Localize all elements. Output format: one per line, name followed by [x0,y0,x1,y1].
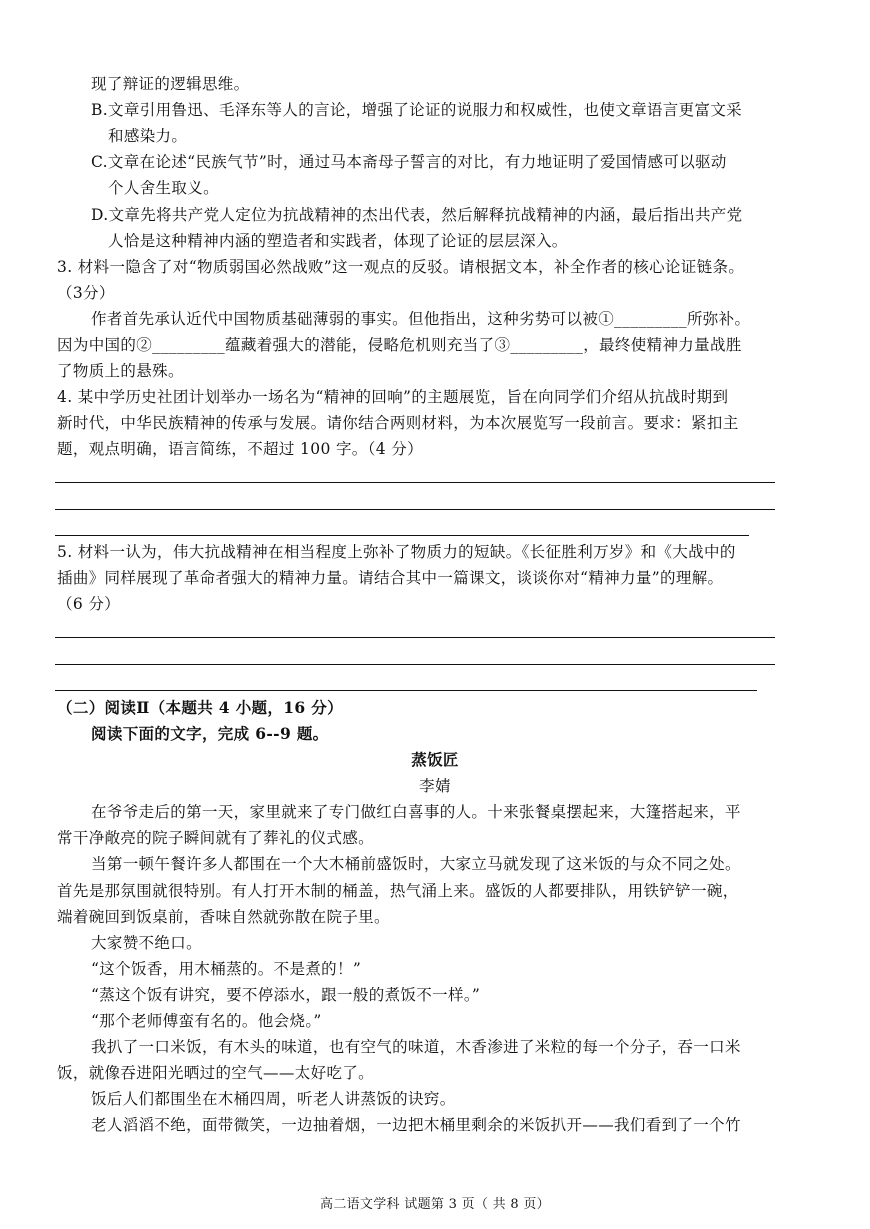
option-c-line1: C.文章在论述“民族气节”时，通过马本斋母子誓言的对比，有力地证明了爱国情感可以驱动 [91,153,727,171]
option-d-line1: D.文章先将共产党人定位为抗战精神的杰出代表，然后解释抗战精神的内涵，最后指出共产党 [91,206,743,224]
answer-line [55,664,775,665]
story-dialogue-line: “这个饭香，用木桶蒸的。不是煮的！” [91,960,362,978]
section-heading: （二）阅读Ⅱ（本题共 4 小题，16 分） [57,698,343,717]
page-footer: 高二语文学科 试题第 3 页（ 共 8 页） [320,1197,550,1212]
question-5-line2: 插曲》同样展现了革命者强大的精神力量。请结合其中一篇课文，谈谈你对“精神力量”的理解。 [57,569,724,587]
question-4-line3: 题，观点明确，语言简练，不超过 100 字。（4 分） [57,440,423,458]
question-4-line2: 新时代，中华民族精神的传承与发展。请你结合两则材料，为本次展览写一段前言。要求：紧扣主 [57,414,739,432]
story-paragraph-line: 我扒了一口米饭，有木头的味道，也有空气的味道，木香渗进了米粒的每一个分子，吞一口米 [91,1038,741,1056]
answer-line [55,690,757,691]
option-d-line2: 人恰是这种精神内涵的塑造者和实践者，体现了论证的层层深入。 [108,232,568,250]
question-5-points: （6 分） [57,595,121,613]
story-author: 李婧 [419,777,451,795]
story-paragraph-line: 首先是那氛围就很特别。有人打开木制的桶盖，热气涌上来。盛饭的人都要排队，用铁铲铲一碗， [57,882,739,900]
option-c-line2: 个人舍生取义。 [108,179,219,197]
story-paragraph-line: 饭，就像吞进阳光晒过的空气——太好吃了。 [57,1064,375,1082]
story-paragraph-line: 当第一顿午餐许多人都围在一个大木桶前盛饭时，大家立马就发现了这米饭的与众不同之处。 [91,855,741,873]
story-title: 蒸饭匠 [411,750,459,769]
story-paragraph-line: 大家赞不绝口。 [91,934,202,952]
story-dialogue-line: “蒸这个饭有讲究，要不停添水，跟一般的煮饭不一样。” [91,986,481,1004]
question-3-points: （3分） [57,284,115,302]
answer-line [55,509,775,510]
story-paragraph-line: 在爷爷走后的第一天，家里就来了专门做红白喜事的人。十来张餐桌摆起来，大篷搭起来，平 [91,803,741,821]
answer-line [55,637,775,638]
story-paragraph-line: 老人滔滔不绝，面带微笑，一边抽着烟，一边把木桶里剩余的米饭扒开——我们看到了一个竹 [91,1116,741,1134]
question-4-line1: 4. 某中学历史社团计划举办一场名为“精神的回响”的主题展览，旨在向同学们介绍从抗战时期到 [57,388,729,406]
section-instruction: 阅读下面的文字，完成 6--9 题。 [91,724,329,743]
story-paragraph-line: 饭后人们都围坐在木桶四周，听老人讲蒸饭的诀窍。 [91,1090,456,1108]
option-b-line1: B.文章引用鲁迅、毛泽东等人的言论，增强了论证的说服力和权威性，也使文章语言更富文采 [91,101,743,119]
answer-line [55,535,749,536]
story-paragraph-line: 常干净敞亮的院子瞬间就有了葬礼的仪式感。 [57,829,375,847]
answer-line [55,482,775,483]
question-3-fill-line2: 因为中国的②_________蕴藏着强大的潜能，侵略危机则充当了③_________，最终使精神力量战胜 [57,336,742,354]
option-b-line2: 和感染力。 [108,127,188,145]
question-5-line1: 5. 材料一认为，伟大抗战精神在相当程度上弥补了物质力的短缺。《长征胜利万岁》和《大战中的 [57,543,736,561]
option-a-continuation: 现了辩证的逻辑思维。 [91,75,250,93]
story-dialogue-line: “那个老师傅蛮有名的。他会烧。” [91,1012,322,1030]
question-3-line1: 3. 材料一隐含了对“物质弱国必然战败”这一观点的反驳。请根据文本，补全作者的核心论证链条。 [57,258,745,276]
question-3-fill-line1: 作者首先承认近代中国物质基础薄弱的事实。但他指出，这种劣势可以被①_________所弥补。 [91,310,751,328]
question-3-fill-line3: 了物质上的悬殊。 [57,362,184,380]
story-paragraph-line: 端着碗回到饭桌前，香味自然就弥散在院子里。 [57,908,390,926]
